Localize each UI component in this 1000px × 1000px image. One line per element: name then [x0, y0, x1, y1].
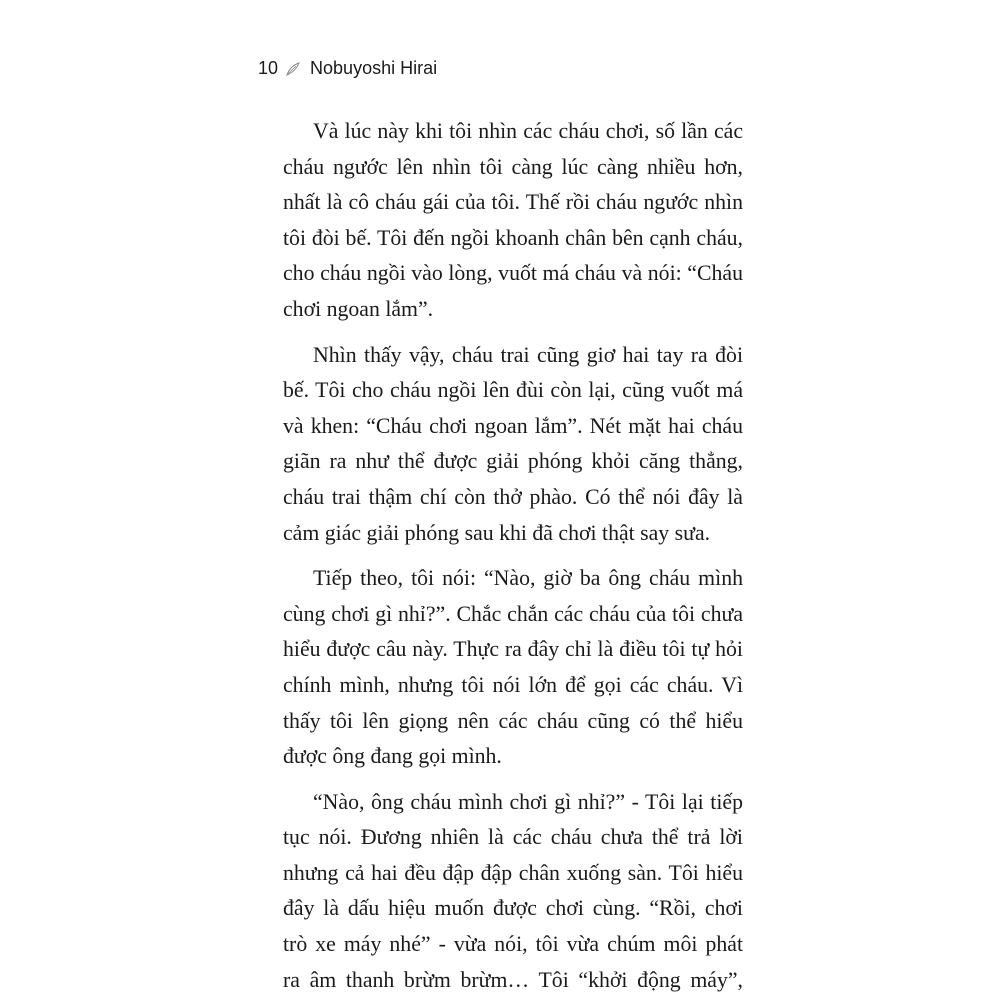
author-name: Nobuyoshi Hirai — [310, 57, 438, 78]
running-header — [258, 56, 437, 80]
text-line: “Nào, ông cháu mình chơi gì nhỉ?” - Tôi lại tiếp — [313, 789, 743, 814]
text-line: cháu ngước lên nhìn tôi càng lúc càng nhiều hơn, — [283, 154, 743, 179]
text-line: nhưng cả hai đều đập đập chân xuống sàn. Tôi hiểu — [283, 860, 743, 885]
text-line: tục nói. Đương nhiên là các cháu chưa thể trả lời — [283, 825, 743, 850]
text-line: và khen: “Cháu chơi ngoan lắm”. Nét mặt hai cháu — [283, 413, 743, 438]
text-line: ra âm thanh brừm brừm… Tôi “khởi động máy”, — [283, 967, 743, 992]
text-line: giãn ra như thể được giải phóng khỏi căng thẳng, — [283, 449, 743, 474]
paragraph-1 — [283, 114, 743, 328]
text-line: chơi ngoan lắm”. — [283, 296, 434, 321]
text-line: hiểu được câu này. Thực ra đây chỉ là điều tôi tự hỏi — [283, 637, 743, 662]
text-line: cho cháu ngồi vào lòng, vuốt má cháu và nói: “Cháu — [283, 261, 743, 286]
leaf-icon — [284, 60, 302, 78]
page-number: 10 — [258, 57, 279, 78]
text-line: Và lúc này khi tôi nhìn các cháu chơi, số lần các — [313, 119, 743, 143]
body-text — [283, 114, 743, 998]
text-line: cùng chơi gì nhỉ?”. Chắc chắn các cháu của tôi chưa — [283, 601, 743, 626]
text-line: trò xe máy nhé” - vừa nói, tôi vừa chúm môi phát — [283, 932, 743, 957]
text-line: nhất là cô cháu gái của tôi. Thế rồi cháu ngước nhìn — [283, 190, 743, 215]
text-line: được ông đang gọi mình. — [283, 744, 502, 769]
paragraph-4 — [283, 785, 743, 999]
text-line: thấy tôi lên giọng nên các cháu cũng có thể hiểu — [283, 708, 743, 733]
text-line: cảm giác giải phóng sau khi đã chơi thật say sưa. — [283, 520, 711, 545]
text-line: bế. Tôi cho cháu ngồi lên đùi còn lại, cũng vuốt má — [283, 378, 743, 403]
paragraph-3 — [283, 561, 743, 775]
text-line: tôi đòi bế. Tôi đến ngồi khoanh chân bên cạnh cháu, — [283, 225, 743, 250]
paragraph-2 — [283, 338, 743, 552]
text-line: cháu trai thậm chí còn thở phào. Có thể nói đây là — [283, 484, 743, 509]
text-line: Nhìn thấy vậy, cháu trai cũng giơ hai tay ra đòi — [313, 342, 743, 367]
text-line: chính mình, nhưng tôi nói lớn để gọi các cháu. Vì — [283, 672, 743, 697]
text-line: đây là dấu hiệu muốn được chơi cùng. “Rồi, chơi — [283, 896, 743, 921]
text-line: Tiếp theo, tôi nói: “Nào, giờ ba ông cháu mình — [313, 566, 743, 591]
